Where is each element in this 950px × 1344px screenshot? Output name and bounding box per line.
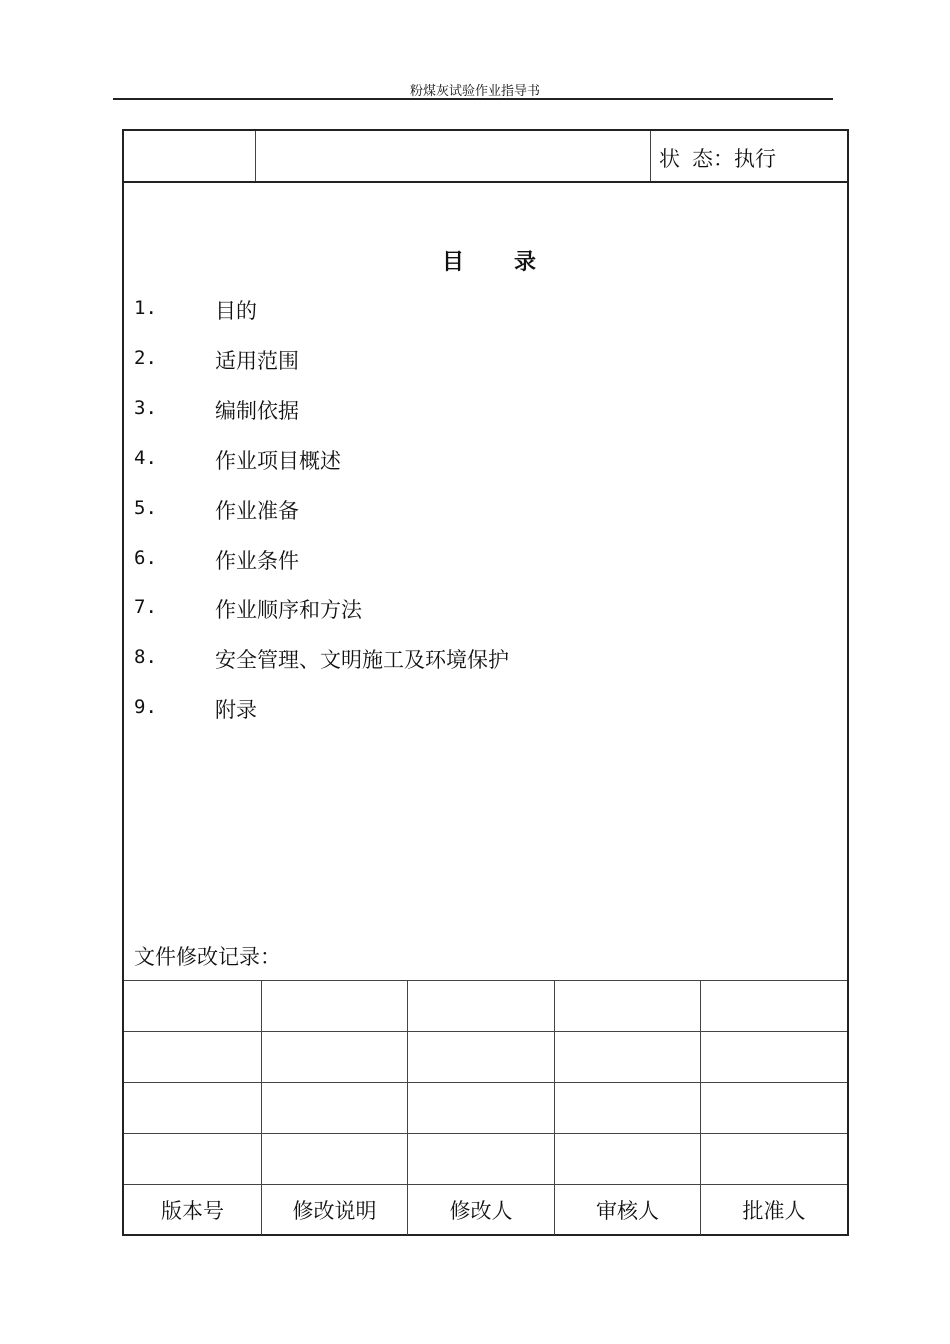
toc-item-number: 3.	[134, 397, 157, 419]
table-cell	[555, 1134, 701, 1184]
info-cell-1	[124, 131, 256, 181]
column-header-description: 修改说明	[262, 1185, 408, 1235]
table-cell	[555, 981, 701, 1031]
table-cell	[701, 981, 847, 1031]
table-row	[124, 981, 847, 1031]
table-row	[124, 1032, 847, 1082]
toc-item-text: 目的	[215, 299, 257, 323]
toc-item-text: 作业顺序和方法	[215, 598, 362, 622]
revision-table	[124, 980, 847, 1235]
status-label: 状	[659, 147, 680, 171]
toc-item-number: 2.	[134, 347, 157, 369]
toc-item-number: 6.	[134, 547, 157, 569]
header-info-row	[124, 131, 847, 183]
column-header-approver: 批准人	[742, 1199, 806, 1223]
table-cell	[124, 1083, 262, 1133]
toc-item-text: 安全管理、文明施工及环境保护	[215, 648, 509, 672]
toc-item-number: 4.	[134, 447, 157, 469]
table-cell	[262, 1083, 408, 1133]
table-cell	[555, 1032, 701, 1082]
toc-item-text: 编制依据	[215, 399, 299, 423]
document-frame	[122, 129, 849, 1236]
table-cell	[701, 1083, 847, 1133]
status-label-2: 态：	[692, 147, 734, 171]
toc-item-text: 作业准备	[215, 499, 299, 523]
table-cell	[408, 1134, 555, 1184]
status-value: 执行	[734, 147, 776, 171]
toc-item-number: 7.	[134, 596, 157, 618]
toc-item-text: 附录	[215, 698, 257, 722]
table-cell	[701, 1032, 847, 1082]
toc-item-number: 1.	[134, 297, 157, 319]
table-cell	[124, 1032, 262, 1082]
column-header-modifier: 修改人	[408, 1185, 555, 1235]
table-cell	[124, 1134, 262, 1184]
toc-item-text: 作业条件	[215, 549, 299, 573]
revision-record-label: 文件修改记录：	[134, 945, 281, 969]
toc-item-number: 5.	[134, 497, 157, 519]
table-row	[124, 1134, 847, 1184]
table-cell	[124, 981, 262, 1031]
toc-title: 目 录	[442, 249, 537, 275]
table-cell	[262, 981, 408, 1031]
header-rule	[113, 98, 833, 100]
table-cell	[408, 981, 555, 1031]
table-cell	[262, 1134, 408, 1184]
toc-item-number: 9.	[134, 696, 157, 718]
toc-item-number: 8.	[134, 646, 157, 668]
toc-item-text: 适用范围	[215, 349, 299, 373]
table-cell	[408, 1032, 555, 1082]
info-cell-2	[256, 131, 651, 181]
table-cell	[262, 1032, 408, 1082]
column-header-version: 版本号	[124, 1185, 262, 1235]
status-cell	[651, 131, 847, 181]
running-header: 粉煤灰试验作业指导书	[409, 84, 540, 99]
table-row	[124, 1083, 847, 1133]
table-cell	[701, 1134, 847, 1184]
table-header-row	[124, 1185, 847, 1235]
table-cell	[408, 1083, 555, 1133]
column-header-reviewer: 审核人	[555, 1185, 701, 1235]
table-cell	[555, 1083, 701, 1133]
status-text	[659, 143, 776, 173]
toc-item-text: 作业项目概述	[215, 449, 341, 473]
